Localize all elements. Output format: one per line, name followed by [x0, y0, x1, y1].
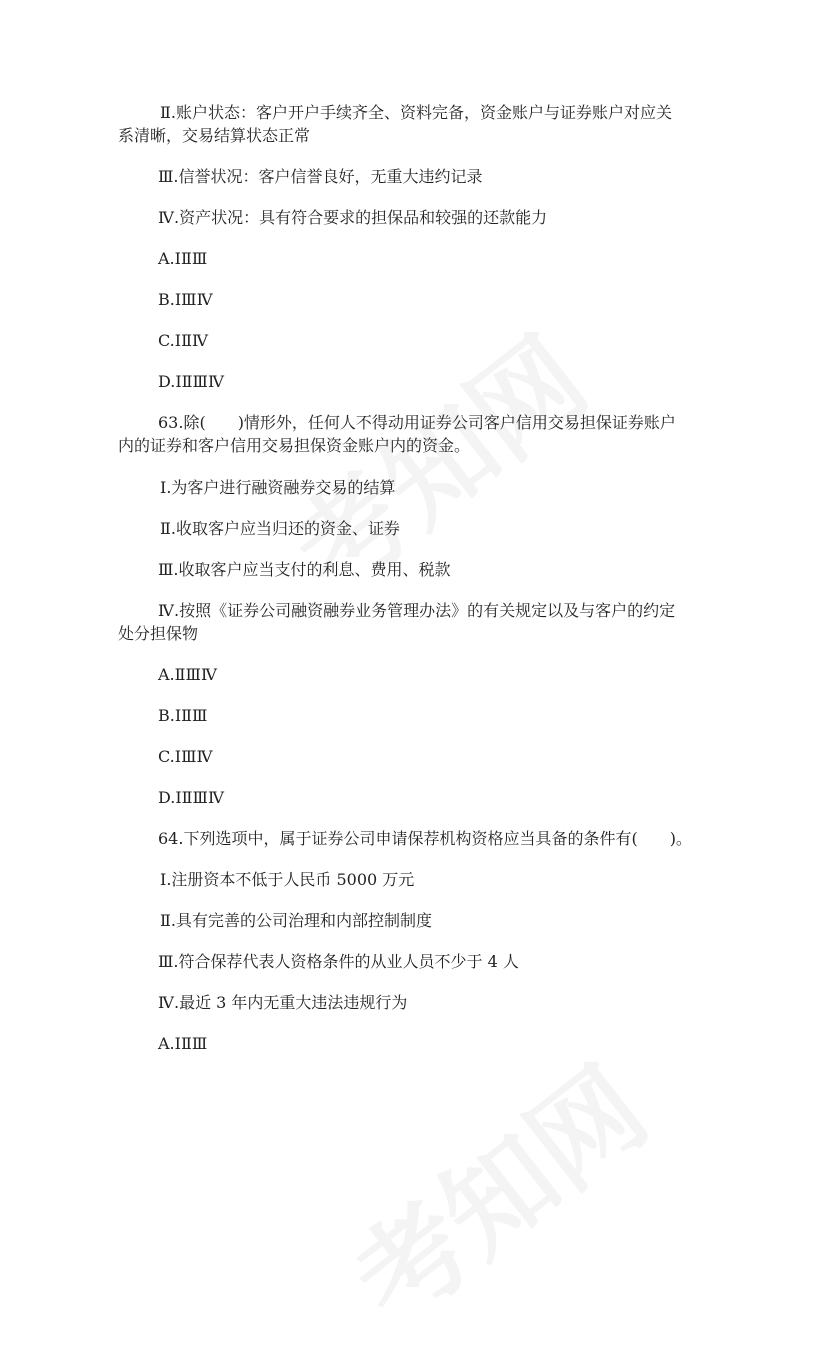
q64-option-2: Ⅱ.具有完善的公司治理和内部控制制度 [160, 911, 432, 930]
q62-option-2-line-2: 系清晰，交易结算状态正常 [118, 126, 311, 145]
q64-option-1: Ⅰ.注册资本不低于人民币 5000 万元 [160, 870, 415, 889]
q63-answer-a: A.ⅡⅢⅣ [158, 665, 217, 684]
q62-option-4: Ⅳ.资产状况：具有符合要求的担保品和较强的还款能力 [158, 208, 548, 227]
q64-option-4: Ⅳ.最近 3 年内无重大违法违规行为 [158, 993, 408, 1012]
q63-stem-line-1: 63.除( )情形外，任何人不得动用证券公司客户信用交易担保证券账户 [158, 413, 676, 432]
q63-option-3: Ⅲ.收取客户应当支付的利息、费用、税款 [158, 560, 451, 579]
q63-option-4-line-1: Ⅳ.按照《证券公司融资融券业务管理办法》的有关规定以及与客户的约定 [158, 601, 676, 620]
q63-option-2: Ⅱ.收取客户应当归还的资金、证券 [160, 519, 400, 538]
q62-answer-b: B.ⅠⅢⅣ [158, 290, 213, 309]
q63-stem-line-2: 内的证券和客户信用交易担保资金账户内的资金。 [118, 436, 471, 455]
q63-answer-d: D.ⅠⅡⅢⅣ [158, 788, 224, 807]
q63-answer-c: C.ⅠⅢⅣ [158, 747, 213, 766]
q63-option-4-line-2: 处分担保物 [118, 624, 199, 643]
q64-answer-a: A.ⅠⅡⅢ [158, 1034, 208, 1053]
q63-option-1: Ⅰ.为客户进行融资融券交易的结算 [160, 478, 396, 497]
q62-answer-c: C.ⅠⅡⅣ [158, 331, 208, 350]
q63-answer-b: B.ⅠⅡⅢ [158, 706, 208, 725]
q62-option-3: Ⅲ.信誉状况：客户信誉良好，无重大违约记录 [158, 167, 483, 186]
q64-stem: 64.下列选项中，属于证券公司申请保荐机构资格应当具备的条件有( )。 [158, 829, 692, 848]
watermark-bottom [316, 1025, 673, 1353]
q64-option-3: Ⅲ.符合保荐代表人资格条件的从业人员不少于 4 人 [158, 952, 519, 971]
q62-option-2-line-1: Ⅱ.账户状态：客户开户手续齐全、资料完备，资金账户与证券账户对应关 [160, 103, 672, 122]
q62-answer-a: A.ⅠⅡⅢ [158, 249, 208, 268]
q62-answer-d: D.ⅠⅡⅢⅣ [158, 372, 224, 391]
